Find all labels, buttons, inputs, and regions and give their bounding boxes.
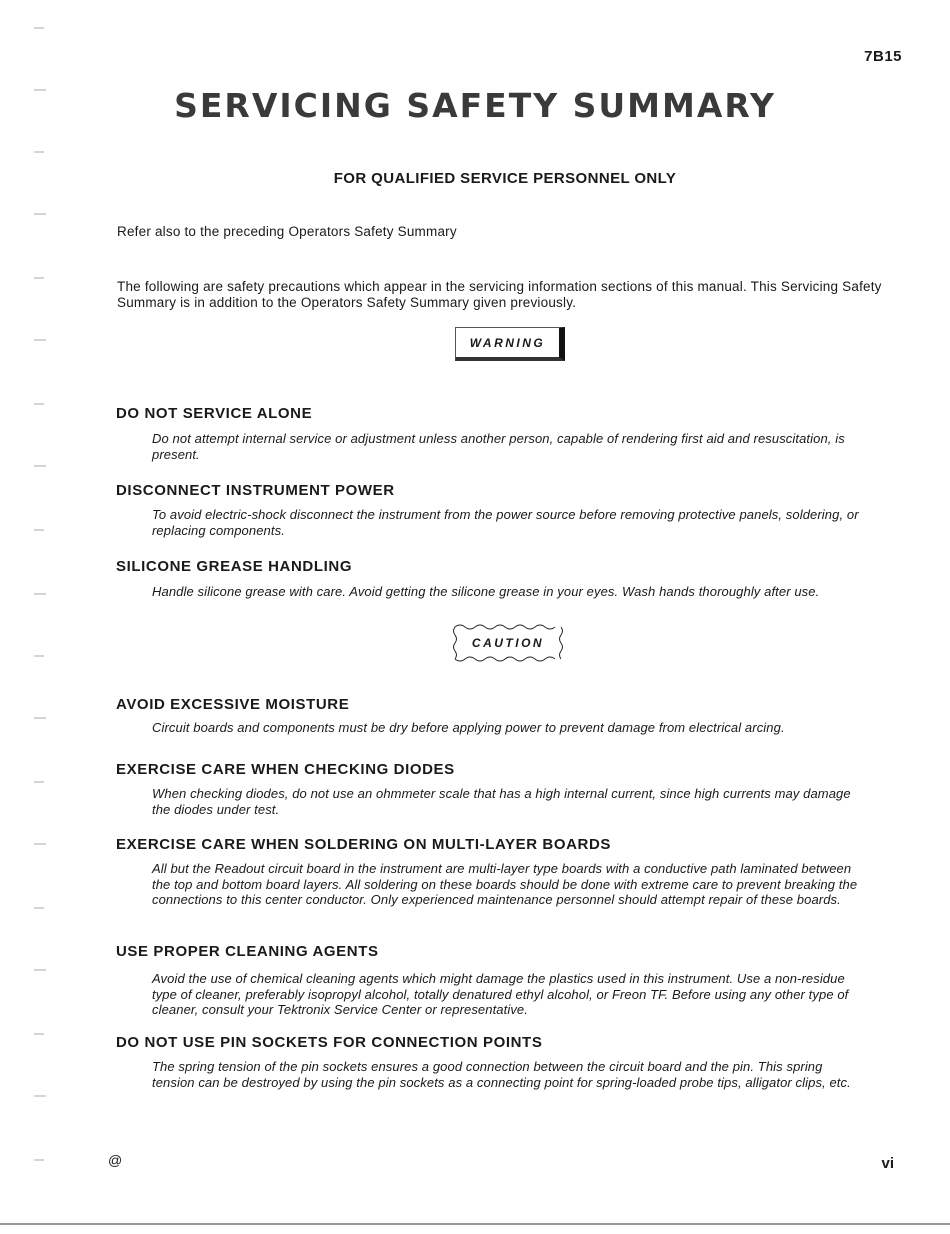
page-number: vi	[881, 1155, 894, 1172]
section-heading: SILICONE GREASE HANDLING	[116, 558, 353, 575]
section-body: All but the Readout circuit board in the instrument are multi-layer type boards with a conductive path laminated between the top and bottom board layers. All soldering on these boards should be done with extreme care to prevent breaking the connections to this center conductor. Only experienced maintenance personnel should attempt repair of these boards.	[152, 861, 858, 907]
section-heading: DISCONNECT INSTRUMENT POWER	[116, 482, 395, 499]
section-heading: EXERCISE CARE WHEN SOLDERING ON MULTI-LAYER BOARDS	[116, 836, 612, 853]
footer-mark: @	[108, 1152, 123, 1168]
section-heading: DO NOT USE PIN SOCKETS FOR CONNECTION POINTS	[116, 1034, 543, 1051]
section-heading: DO NOT SERVICE ALONE	[116, 405, 313, 422]
page-subtitle: FOR QUALIFIED SERVICE PERSONNEL ONLY	[333, 170, 677, 187]
caution-label	[451, 621, 565, 665]
section-body: Circuit boards and components must be dry before applying power to prevent damage from electrical arcing.	[152, 720, 785, 735]
section-body: Avoid the use of chemical cleaning agents which might damage the plastics used in this instrument. Use a non-residue type of cleaner, preferably isopropyl alcohol, totally denatured ethyl alcohol, or Freon TF. Before using any other type of cleaner, consult your Tektronix Service Center or representative.	[152, 971, 849, 1017]
refer-note: Refer also to the preceding Operators Safety Summary	[117, 224, 457, 239]
document-id: 7B15	[864, 48, 902, 65]
caution-text: CAUTION	[471, 636, 545, 650]
section-body: To avoid electric-shock disconnect the instrument from the power source before removing protective panels, soldering, or replacing components.	[152, 507, 859, 538]
section-body: The spring tension of the pin sockets ensures a good connection between the circuit board and the pin. This spring tension can be destroyed by using the pin sockets as a connecting point for spring-loaded probe tips, alligator clips, etc.	[152, 1059, 851, 1090]
section-heading: USE PROPER CLEANING AGENTS	[116, 943, 379, 960]
section-body: Handle silicone grease with care. Avoid getting the silicone grease in your eyes. Wash hands thoroughly after use.	[152, 584, 820, 599]
warning-label	[455, 327, 565, 361]
scan-bottom-edge	[0, 1223, 950, 1225]
intro-paragraph: The following are safety precautions which appear in the servicing information sections of this manual. This Servicing Safety Summary is in addition to the Operators Safety Summary given previously.	[117, 279, 882, 310]
page-title: SERVICING SAFETY SUMMARY	[174, 86, 776, 125]
section-body: When checking diodes, do not use an ohmmeter scale that has a high internal current, since high currents may damage the diodes under test.	[152, 786, 851, 817]
section-heading: EXERCISE CARE WHEN CHECKING DIODES	[116, 761, 455, 778]
section-body: Do not attempt internal service or adjustment unless another person, capable of rendering first aid and resuscitation, is present.	[152, 431, 845, 462]
warning-text: WARNING	[469, 335, 546, 350]
section-heading: AVOID EXCESSIVE MOISTURE	[116, 696, 350, 713]
